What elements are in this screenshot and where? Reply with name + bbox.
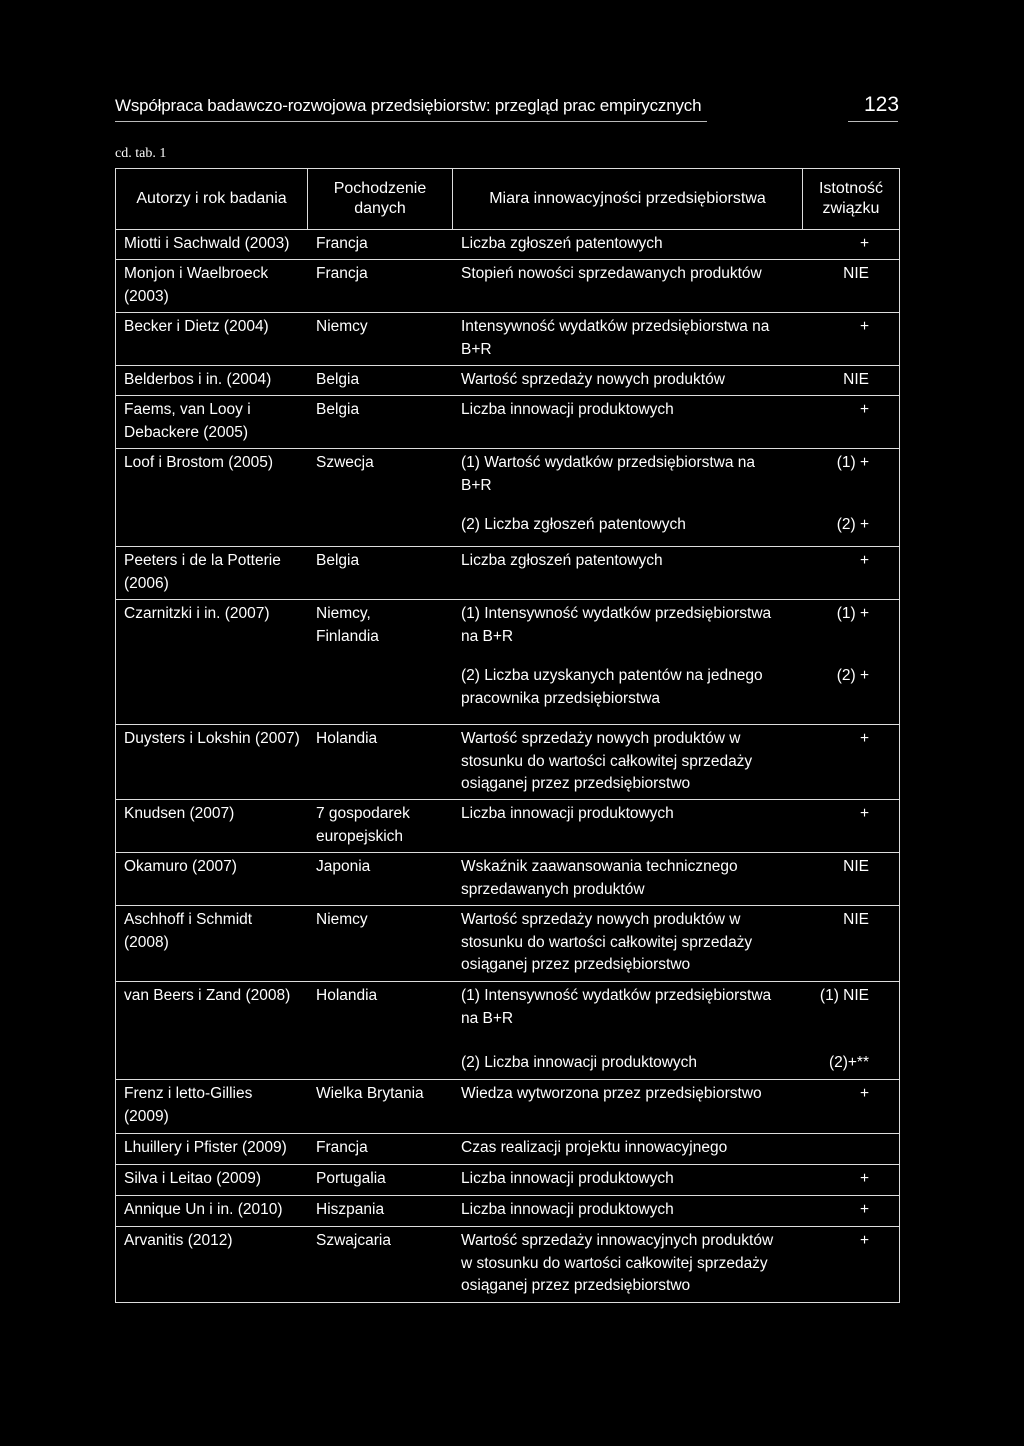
- table-row: [116, 600, 899, 725]
- column-header-significance-text: Istotność związku: [818, 180, 884, 217]
- table-row: [116, 313, 899, 366]
- cell-authors: Czarnitzki i in. (2007): [124, 605, 270, 622]
- cell-origin: 7 gospodarek europejskich: [316, 805, 410, 845]
- innovation-studies-table: [115, 168, 900, 1303]
- cell-significance-part-1: (1) +: [836, 605, 869, 622]
- cell-authors: Knudsen (2007): [124, 805, 235, 822]
- cell-significance: +: [859, 1170, 869, 1187]
- cell-significance: +: [859, 1085, 869, 1102]
- cell-measure: [453, 600, 803, 724]
- cell-measure: Wartość sprzedaży nowych produktów w stosunku do wartości całkowitej sprzedaży osiąganej przez przedsiębiorstwo: [461, 730, 753, 792]
- column-header-measure: Miara innowacyjności przedsiębiorstwa: [453, 169, 803, 229]
- cell-authors: Silva i Leitao (2009): [124, 1170, 261, 1187]
- cell-significance: [803, 1134, 899, 1164]
- column-header-authors: Autorzy i rok badania: [116, 169, 308, 229]
- table-row: [116, 230, 899, 260]
- cell-origin: Niemcy: [316, 911, 368, 928]
- cell-origin: Francja: [316, 235, 368, 252]
- cell-authors: Frenz i letto-Gillies (2009): [124, 1085, 253, 1125]
- header-rule: [115, 121, 707, 122]
- cell-measure-part-2: (2) Liczba zgłoszeń patentowych: [461, 516, 686, 533]
- cell-significance: +: [859, 1201, 869, 1218]
- cell-significance: NIE: [843, 371, 869, 388]
- cell-measure: Liczba innowacji produktowych: [461, 401, 674, 418]
- table-row: [116, 260, 899, 313]
- cell-authors: Annique Un i in. (2010): [124, 1201, 283, 1218]
- cell-measure: Wskaźnik zaawansowania technicznego sprzedawanych produktów: [461, 858, 738, 898]
- cell-origin: Japonia: [316, 858, 371, 875]
- cell-authors: Monjon i Waelbroeck (2003): [124, 265, 269, 305]
- table-row: [116, 906, 899, 982]
- cell-measure: Wiedza wytworzona przez przedsiębiorstwo: [461, 1085, 762, 1102]
- cell-measure: Intensywność wydatków przedsiębiorstwa na B+R: [461, 318, 770, 358]
- cell-origin: Szwecja: [316, 454, 374, 471]
- cell-significance-part-2: (2) +: [836, 516, 869, 533]
- cell-significance: +: [859, 1232, 869, 1249]
- cell-measure: Wartość sprzedaży nowych produktów w stosunku do wartości całkowitej sprzedaży osiąganej przez przedsiębiorstwo: [461, 911, 753, 973]
- cell-significance: +: [859, 235, 869, 252]
- cell-significance: +: [859, 401, 869, 418]
- cell-origin: Francja: [316, 265, 368, 282]
- running-header-title: Współpraca badawczo-rozwojowa przedsiębiorstw: przegląd prac empirycznych: [115, 96, 702, 115]
- cell-measure: Czas realizacji projektu innowacyjnego: [461, 1139, 728, 1156]
- cell-measure: Liczba innowacji produktowych: [461, 1170, 674, 1187]
- cell-measure: Liczba innowacji produktowych: [461, 805, 674, 822]
- table-row: [116, 982, 899, 1080]
- page-number-rule: [848, 121, 898, 122]
- cell-measure-part-1: (1) Intensywność wydatków przedsiębiorstwa na B+R: [461, 987, 772, 1027]
- cell-authors: Aschhoff i Schmidt (2008): [124, 911, 253, 951]
- cell-authors: Okamuro (2007): [124, 858, 237, 875]
- cell-origin: Portugalia: [316, 1170, 386, 1187]
- table-row: [116, 547, 899, 600]
- cell-significance: [803, 600, 899, 724]
- column-header-origin: [308, 169, 453, 229]
- table-row: [116, 449, 899, 547]
- cell-measure: [453, 449, 803, 546]
- cell-significance: NIE: [843, 858, 869, 875]
- cell-authors: Duysters i Lokshin (2007): [124, 730, 300, 747]
- table-row: [116, 396, 899, 449]
- cell-significance-part-1: (1) +: [836, 454, 869, 471]
- cell-authors: Becker i Dietz (2004): [124, 318, 269, 335]
- cell-significance-part-2: (2)+**: [828, 1054, 869, 1071]
- cell-origin: Belgia: [316, 401, 360, 418]
- cell-origin: Hiszpania: [316, 1201, 385, 1218]
- cell-authors: Loof i Brostom (2005): [124, 454, 274, 471]
- cell-measure-part-2: (2) Liczba innowacji produktowych: [461, 1054, 698, 1071]
- page-number: 123: [864, 93, 900, 116]
- table-row: [116, 1134, 899, 1165]
- table-row: [116, 725, 899, 800]
- table-row: [116, 1227, 899, 1302]
- cell-origin: Belgia: [316, 371, 360, 388]
- cell-origin: Belgia: [316, 552, 360, 569]
- table-row: [116, 1196, 899, 1227]
- cell-origin: Holandia: [316, 987, 378, 1004]
- cell-significance: +: [859, 552, 869, 569]
- cell-origin: Francja: [316, 1139, 368, 1156]
- table-row: [116, 1165, 899, 1196]
- cell-measure: Liczba zgłoszeń patentowych: [461, 235, 663, 252]
- table-row: [116, 1080, 899, 1134]
- cell-origin: Holandia: [316, 730, 378, 747]
- cell-significance: +: [859, 318, 869, 335]
- cell-measure-part-2: (2) Liczba uzyskanych patentów na jednego pracownika przedsiębiorstwa: [461, 667, 763, 707]
- cell-measure: Liczba innowacji produktowych: [461, 1201, 674, 1218]
- cell-significance: [803, 982, 899, 1079]
- cell-measure: Wartość sprzedaży innowacyjnych produktów w stosunku do wartości całkowitej sprzedaży osiąganej przez przedsiębiorstwo: [461, 1232, 774, 1294]
- cell-authors: Arvanitis (2012): [124, 1232, 233, 1249]
- cell-measure: [453, 982, 803, 1079]
- cell-significance: +: [859, 805, 869, 822]
- cell-significance: NIE: [843, 265, 869, 282]
- table-header-row: [116, 169, 899, 230]
- column-header-origin-text: Pochodzenie danych: [333, 180, 427, 217]
- table-row: [116, 853, 899, 906]
- cell-authors: Lhuillery i Pfister (2009): [124, 1139, 287, 1156]
- column-header-significance: [803, 169, 899, 229]
- cell-authors: van Beers i Zand (2008): [124, 987, 291, 1004]
- cell-measure-part-1: (1) Wartość wydatków przedsiębiorstwa na B+R: [461, 454, 756, 494]
- cell-measure: Liczba zgłoszeń patentowych: [461, 552, 663, 569]
- cell-significance: NIE: [843, 911, 869, 928]
- cell-significance-part-2: (2) +: [836, 667, 869, 684]
- cell-significance-part-1: (1) NIE: [819, 987, 869, 1004]
- cell-origin: Niemcy: [316, 318, 368, 335]
- cell-measure: Stopień nowości sprzedawanych produktów: [461, 265, 762, 282]
- cell-origin: Szwajcaria: [316, 1232, 391, 1249]
- cell-authors: Miotti i Sachwald (2003): [124, 235, 290, 252]
- cell-significance: +: [859, 730, 869, 747]
- cell-authors: Faems, van Looy i Debackere (2005): [124, 401, 251, 441]
- cell-measure-part-1: (1) Intensywność wydatków przedsiębiorstwa na B+R: [461, 605, 772, 645]
- cell-authors: Belderbos i in. (2004): [124, 371, 272, 388]
- table-row: [116, 800, 899, 853]
- cell-measure: Wartość sprzedaży nowych produktów: [461, 371, 725, 388]
- table-continuation-label: cd. tab. 1: [115, 146, 167, 161]
- cell-significance: [803, 449, 899, 546]
- cell-origin: Niemcy, Finlandia: [316, 605, 379, 645]
- cell-authors: Peeters i de la Potterie (2006): [124, 552, 281, 592]
- cell-origin: Wielka Brytania: [316, 1085, 424, 1102]
- table-row: [116, 366, 899, 396]
